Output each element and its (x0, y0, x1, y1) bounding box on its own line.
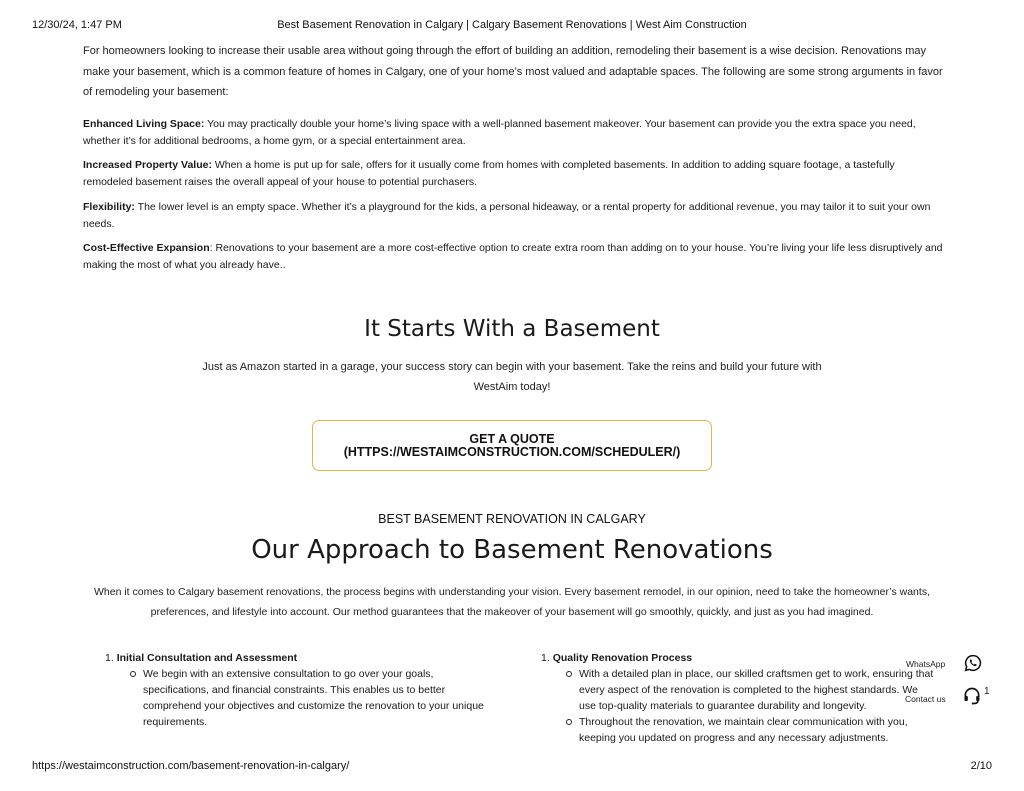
contact-badge-count: 1 (984, 686, 990, 697)
print-url: https://westaimconstruction.com/basement-renovation-in-calgary/ (32, 760, 350, 772)
quote-button-line2: (HTTPS://WESTAIMCONSTRUCTION.COM/SCHEDULER/) (343, 444, 681, 459)
step-initial-consultation (105, 650, 500, 730)
benefit-text: : Renovations to your basement are a more cost-effective option to create extra room than adding on to your house. You’re living your life less disruptively and making the most of what you already have.. (83, 242, 943, 271)
whatsapp-label: WhatsApp (906, 659, 946, 669)
headset-icon[interactable] (962, 686, 982, 706)
approach-description: When it comes to Calgary basement renovations, the process begins with understanding your vision. Every basement remodel, in our opinion, need to take the homeowner’s wants, preferences, and lifestyle into account. Our method guarantees that the makeover of your basement will go smoothly, quickly, and just as you had imagined. (94, 586, 930, 618)
step-bullet: We begin with an extensive consultation to go over your goals, specifications, and financial constraints. This enables us to better comprehend your objectives and customize the renovation to your unique requirements. (143, 666, 500, 730)
benefit-increased-property-value (83, 157, 945, 190)
approach-eyebrow: BEST BASEMENT RENOVATION IN CALGARY (378, 512, 646, 526)
step-bullet: Throughout the renovation, we maintain clear communication with you, keeping you updated on progress and any necessary adjustments. (579, 714, 936, 746)
contact-us-label: Contact us (905, 694, 946, 704)
print-datetime: 12/30/24, 1:47 PM (32, 19, 122, 31)
benefit-text: When a home is put up for sale, offers for it usually come from homes with completed basements. In addition to adding square footage, a tastefully remodeled basement raises the overall appeal of your house to potential purchasers. (83, 159, 895, 188)
step-bullets (105, 666, 500, 730)
starts-heading: It Starts With a Basement (364, 316, 660, 342)
benefit-label: Cost-Effective Expansion (83, 242, 210, 254)
benefit-text: The lower level is an empty space. Whether it’s a playground for the kids, a personal hideaway, or a rental property for additional revenue, you may tailor it to suit your own needs. (83, 201, 931, 230)
benefit-flexibility (83, 199, 945, 232)
benefit-text: You may practically double your home’s living space with a well-planned basement makeover. Your basement can provide you the extra space you need, whether it’s for additional bedrooms, a home gym, or a special entertainment area. (83, 118, 916, 147)
approach-heading: Our Approach to Basement Renovations (251, 535, 773, 565)
benefit-label: Flexibility: (83, 201, 135, 213)
step-bullets (541, 666, 936, 746)
step-quality-renovation (541, 650, 936, 746)
print-page-number: 2/10 (970, 760, 992, 772)
quote-button-line1: GET A QUOTE (469, 431, 555, 446)
benefit-label: Increased Property Value: (83, 159, 212, 171)
starts-text: Just as Amazon started in a garage, your success story can begin with your basement. Take the reins and build your future with WestAim today! (202, 361, 822, 393)
step-number: 1. (105, 652, 114, 664)
whatsapp-icon[interactable] (964, 654, 982, 672)
step-title: Quality Renovation Process (552, 652, 693, 664)
benefit-cost-effective-expansion (83, 240, 945, 273)
step-title: Initial Consultation and Assessment (116, 652, 298, 664)
get-a-quote-button[interactable] (312, 420, 712, 471)
step-bullet: With a detailed plan in place, our skilled craftsmen get to work, ensuring that every aspect of the renovation is completed to the highest standards. We use top-quality materials to guarantee durability and longevity. (579, 666, 936, 714)
benefit-label: Enhanced Living Space: (83, 118, 205, 130)
step-number: 1. (541, 652, 550, 664)
benefit-enhanced-living-space (83, 116, 945, 149)
intro-paragraph: For homeowners looking to increase their usable area without going through the effort of building an addition, remodeling their basement is a wise decision. Renovations may make your basement, which is a common feature of homes in Calgary, one of your home’s most valued and adaptable spaces. The following are some strong arguments in favor of remodeling your basement: (83, 45, 943, 98)
print-page-title: Best Basement Renovation in Calgary | Calgary Basement Renovations | West Aim Construction (277, 19, 747, 31)
